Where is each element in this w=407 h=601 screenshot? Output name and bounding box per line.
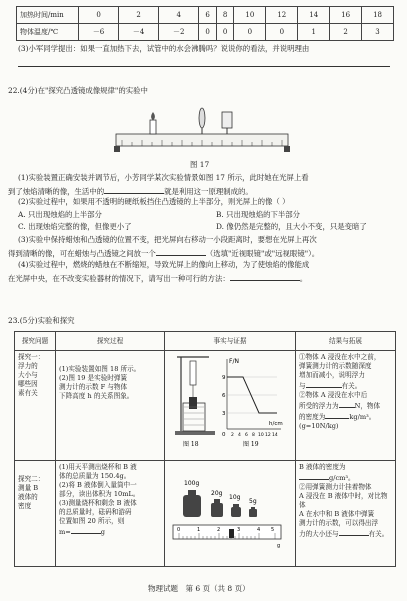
x-tick: 2 [231,433,234,438]
q22-4-text: (4)实验过程中，燃烧的蜡烛在不断缩短，导致光屏上的像向上移动，为了使烛焰的像能成 [18,260,310,269]
q23-title: 23.(5分)实验和探究 [8,316,75,325]
x-tick: 14 [272,433,278,438]
ruler-unit: g [277,543,281,549]
x-tick: 8 [252,433,255,438]
fig19-caption: 图 19 [243,441,259,448]
fig18-19-figures [169,353,285,449]
option-a[interactable]: A. 只出现烛焰的上半部分 [18,210,102,219]
ruler-tick: 2 [217,527,221,533]
fig17-caption: 图 17 [190,160,210,169]
ruler-tick: 4 [257,527,261,533]
q22-2-text: (2)实验过程中，如果用不透明的硬纸板挡住凸透镜的上半部分，则光屏上的像（ ） [18,197,290,206]
answer-blank[interactable] [339,528,369,536]
axis-x-label: h/cm [269,421,283,427]
answer-blank[interactable] [299,472,329,480]
optical-bench-figure [112,106,292,158]
q22-title: 22.(4分)在"探究凸透镜成像规律"的实验中 [8,86,148,95]
weight-label: 20g [211,490,223,497]
answer-blank[interactable] [71,526,101,534]
answer-blank[interactable] [230,272,300,281]
y-tick: 9 [222,375,226,381]
row1-result: ①物体 A 浸没在水中之前， 弹簧测力计的示数随深度 增加而减小，说明浮力 与 有关。 ②物体 A 浸没在水中后 所受的浮力为 N，物体 的密度为 kg/m³。 (g=10N/kg) [296,351,396,461]
ruler-tick: 1 [197,527,201,533]
row1-evidence [165,351,296,461]
x-tick: 4 [238,433,241,438]
page-footer: 物理试题 第 6 页（共 8 页） [148,584,250,593]
q22-1-text: (1)实验装置正确安装并调节后，小芳同学某次实验情景如图 17 所示，此时她在光屏上看 [18,173,309,182]
weight-label: 5g [249,498,257,505]
option-d[interactable]: D. 像仍然是完整的，且大小不变，只是变暗了 [216,222,367,231]
axis-origin: 0 [222,432,226,438]
fig18-caption: 图 18 [183,441,199,448]
x-tick: 6 [245,433,248,438]
q22-3-text: (3)实验中保持蜡烛和凸透镜的位置不变，把光屏向右移动一小段距离时，要想在光屏上再次 [18,235,317,244]
rider-marker[interactable] [229,529,234,538]
q21-3-text: (3)小军同学提出：如果一直加热下去，试管中的水会沸腾吗？说说你的看法，并说明理由 [18,44,310,53]
y-tick: 6 [222,393,226,399]
row2-process: (1)用天平测出烧杯和 B 液 体的总质量为 150.4g。 (2)将 B 液体倒入量筒中一 部分，读出体积为 10mL。 (3)测量烧杯和剩余 B 液体 的总质量时，砝码和游码 位置如图 20 所示，则 m= g [56,461,165,567]
ruler-tick: 5 [271,527,275,533]
q22-3-text-cont: 得到清晰的像，可在蜡烛与凸透镜之间放一个 （选填"近视眼镜"或"远视眼镜"）。 [8,249,320,258]
weight-label: 100g [184,480,200,487]
fig20-balance [169,465,287,561]
answer-blank[interactable] [306,380,342,388]
table-row: 物体温度/℃ －6 －4 －2 0 0 0 0 1 2 3 [17,24,394,41]
row2-evidence [165,461,296,567]
temperature-table [16,6,394,41]
axis-y-label: F/N [229,358,239,365]
row1-process: (1)实验装置如图 18 所示。 (2)图 19 是实验时弹簧 测力计的示数 F 与物体 下降高度 h 的关系图象。 [56,351,165,461]
option-b[interactable]: B. 只出现烛焰的下半部分 [216,210,301,219]
row2-problem: 探究二： 测量 B 液体的 密度 [15,461,56,567]
y-tick: 3 [222,411,226,417]
answer-blank[interactable] [104,185,164,194]
answer-blank[interactable] [339,400,355,408]
ruler-tick: 0 [177,527,181,533]
table-header-row: 探究问题 探究过程 事实与证据 结果与拓展 [15,332,396,351]
weight-label: 10g [229,494,241,501]
row1-problem: 探究一： 浮力的 大小与 哪些因 素有关 [15,351,56,461]
ruler-tick: 3 [237,527,241,533]
x-tick: 12 [265,433,271,438]
table-row: 加热时间/min 0 2 4 6 8 10 12 14 16 18 [17,7,394,24]
q22-1-text-cont: 到了烛焰清晰的像，生活中的 就是利用这一原理制成的。 [8,187,253,196]
answer-blank[interactable] [156,247,206,256]
q22-4-text-cont: 在光屏中央，在不改变实验器材的情况下，请写出一种可行的方法： 。 [8,274,308,283]
option-c[interactable]: C. 出现烛焰完整的像，但像更小了 [18,222,132,231]
experiment-table [14,331,396,567]
table-row [15,351,396,461]
row2-result: B 液体的密度为 g/cm³。 ②用弹簧测力计挂着物体 A 浸没在 B 液体中时，对比物体 A 在水中和 B 液体中弹簧 测力计的示数，可以得出浮 力的大小还与 有关。 [296,461,396,567]
answer-blank[interactable] [325,411,349,419]
table-row [15,461,396,567]
x-tick: 10 [258,433,264,438]
answer-blank[interactable] [18,58,390,67]
